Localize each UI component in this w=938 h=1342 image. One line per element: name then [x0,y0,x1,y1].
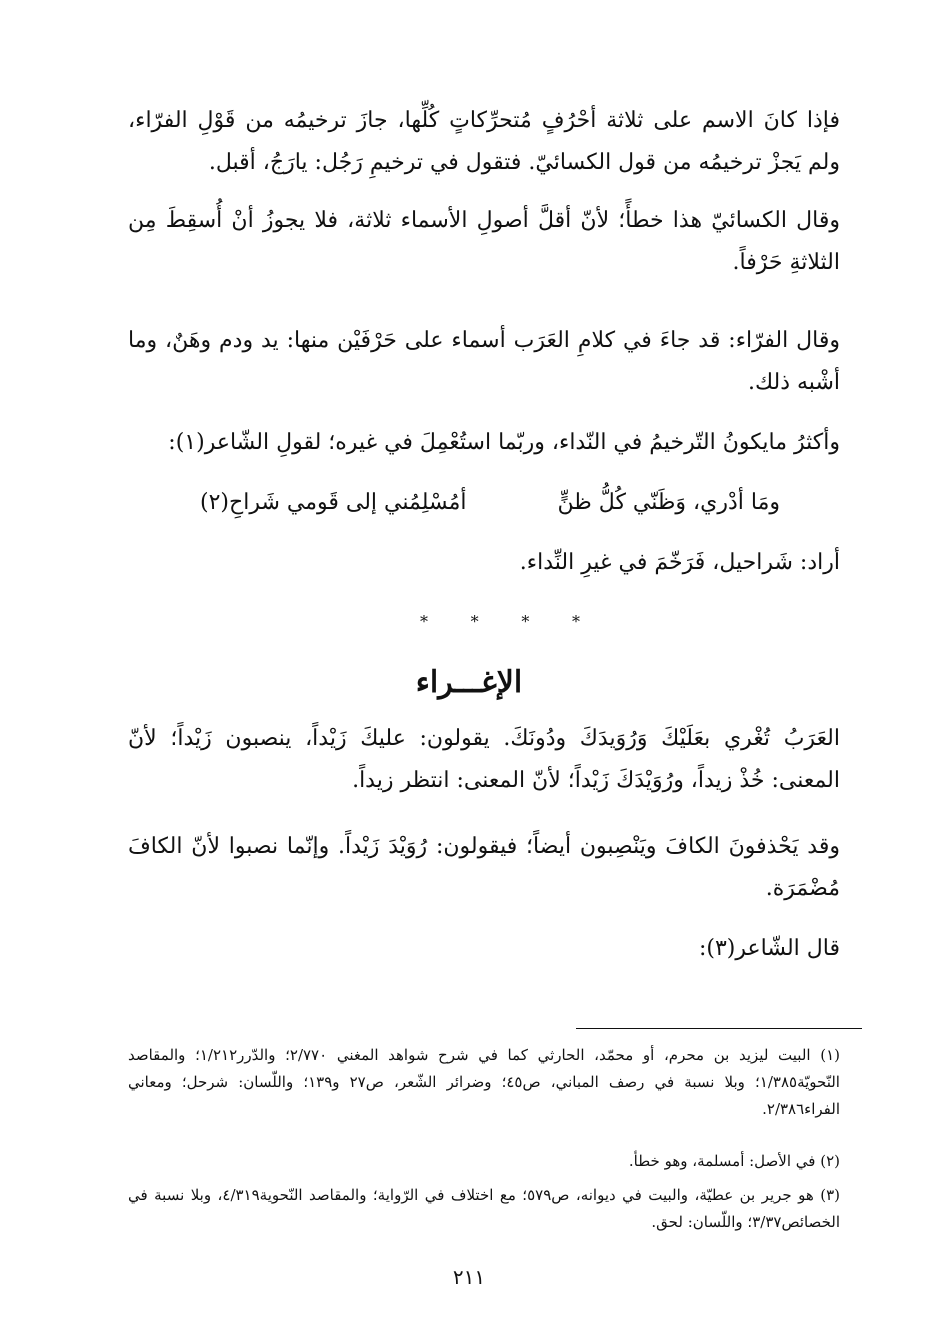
paragraph-4: وأكثرُ مايكونُ التّرخيمُ في النّداء، وربّما استُعْمِلَ في غيره؛ لقولِ الشّاعر(١): [168,430,840,455]
footnote-1: (١) البيت ليزيد بن محرم، أو محمّد، الحارثي كما في شرح شواهد المغني ٢/٧٧٠؛ والدّرر١/٢١٢؛ والمقاصد النّحويّة١/٣٨٥؛ وبلا نسبة في رصف المباني، ص٤٥؛ وضرائر الشّعر، ص٢٧ و١٣٩؛ واللّسان: شرحل؛ ومعاني الفراء٢/٣٨٦. [128,1046,840,1118]
paragraph-6: العَرَبُ تُغْري بعَلَيْكَ وَرُوَيدَكَ ودُونَكَ. يقولون: عليكَ زَيْداً، ينصبون زَيْداً؛ لأنّ المعنى: خُذْ زيداً، ورُوَيْدَكَ زَيْداً؛ لأنّ المعنى: انتظر زيداً. [128,726,840,793]
separator-star: * [571,612,580,631]
paragraph-7: وقد يَحْذفونَ الكافَ ويَنْصِبون أيضاً؛ فيقولون: رُوَيْدَ زَيْداً. وإنّما نصبوا لأنّ الكافَ مُضْمَرَة. [128,834,840,901]
paragraph-2: وقال الكسائيّ هذا خطأً؛ لأنّ أقلَّ أصولِ الأسماء ثلاثة، فلا يجوزُ أنْ أُسقِطَ مِن الثلاثةِ حَرْفاً. [128,208,840,275]
separator-star: * [420,612,428,631]
footnote-divider [576,1028,862,1029]
separator-star: * [470,612,479,631]
paragraph-1: فإذا كانَ الاسم على ثلاثة أحْرُفٍ مُتحرِّكاتٍ كُلِّها، جازَ ترخيمُه من قَوْلِ الفرّاء، ولم يَجزْ ترخيمُه من قول الكسائيّ. فتقول في ترخيمِ رَجُل: يارَجُ، أقبل. [128,108,840,175]
page-number: ٢١١ [452,1265,486,1289]
separator-star: * [521,612,530,631]
paragraph-8: قال الشّاعر(٣): [698,936,840,961]
paragraph-3: وقال الفرّاء: قد جاءَ في كلامِ العَرَب أسماء على حَرْفَيْن منها: يد ودم وهَنٌ، وما أشْبه ذلك. [128,328,840,395]
section-heading: الإغـــراء [415,665,523,700]
footnote-2: (٢) في الأصل: أمسلمة، وهو خطأ. [628,1152,840,1170]
paragraph-5: أراد: شَراحيل، فَرَخّمَ في غيرِ النِّداء. [519,550,840,575]
verse-second-hemistich: أمُسْلِمُني إلى قَومي شَراحِ(٢) [200,490,467,515]
verse-first-hemistich: ومَا أدْري، وَظَنّي كُلُّ ظنٍّ [557,490,780,515]
footnote-3: (٣) هو جرير بن عطيّة، والبيت في ديوانه، ص٥٧٩؛ مع اختلاف في الرّواية؛ والمقاصد النّحوية٤/٣١٩، وبلا نسبة في الخصائص٣/٣٧؛ واللّسان: لحق. [128,1186,841,1231]
poetry-verse [200,482,780,524]
section-separator [420,612,580,632]
